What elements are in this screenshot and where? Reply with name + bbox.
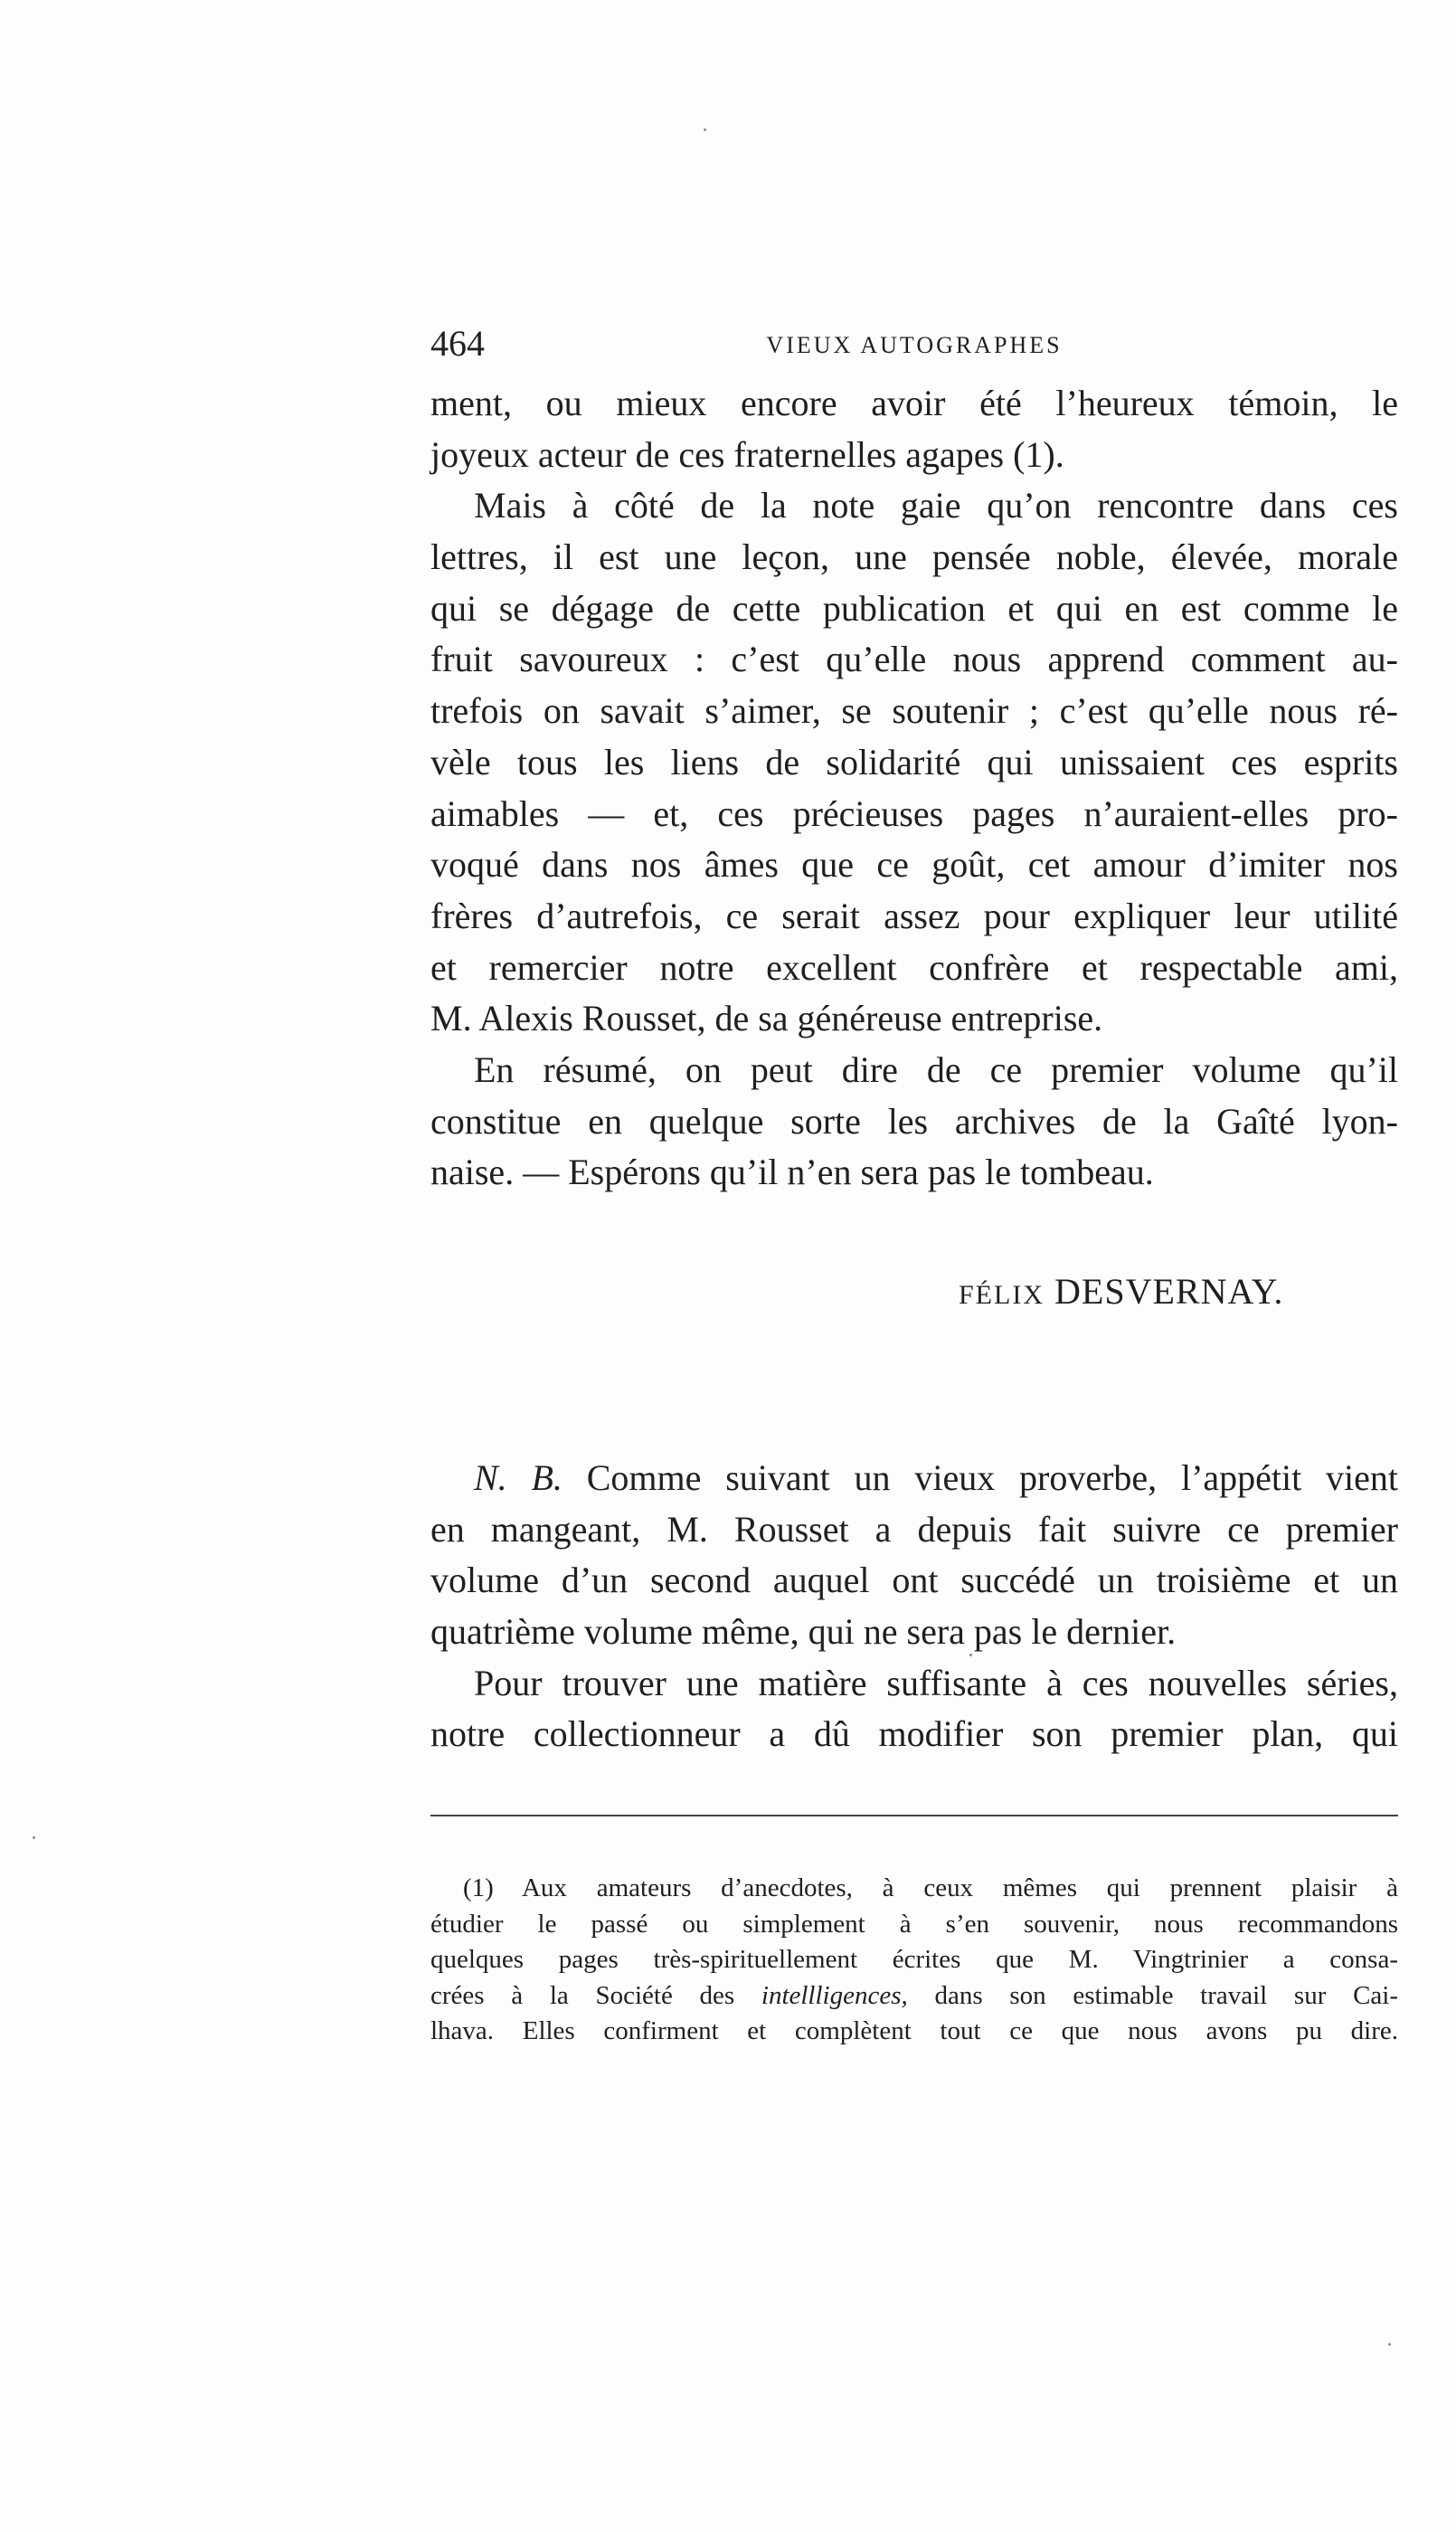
text-line: frères d’autrefois, ce serait assez pour expliquer leur utilité xyxy=(430,895,1398,936)
running-title: VIEUX AUTOGRAPHES xyxy=(766,332,1063,358)
text-line: qui se dégage de cette publication et qui en est comme le xyxy=(430,587,1398,629)
text-line: lettres, il est une leçon, une pensée noble, élevée, morale xyxy=(430,536,1398,578)
footnote-line: quelques pages très-spirituellement écrites que M. Vingtrinier a consa- xyxy=(430,1945,1398,1974)
text-line: quatrième volume même, qui ne sera pas le dernier. xyxy=(430,1611,1177,1653)
text-line: volume d’un second auquel ont succédé un troisième et un xyxy=(430,1560,1398,1601)
footnote-line: lhava. Elles confirment et complètent tout ce que nous avons pu dire. xyxy=(430,2016,1398,2045)
signature xyxy=(959,1266,1283,1321)
text-line: aimables — et, ces précieuses pages n’auraient-elles pro- xyxy=(430,792,1398,834)
paper-speck xyxy=(704,128,706,131)
main-text xyxy=(430,378,1398,1199)
text-line: constitue en quelque sorte les archives de la Gaîté lyon- xyxy=(430,1100,1398,1142)
text-line: et remercier notre excellent confrère et respectable ami, xyxy=(430,946,1398,988)
nb-first-line: Comme suivant un vieux proverbe, l’appétit vient xyxy=(586,1457,1399,1498)
signature-last-name: DESVERNAY. xyxy=(1054,1271,1284,1312)
text-line: notre collectionneur a dû modifier son premier plan, qui xyxy=(430,1713,1398,1755)
text-line: joyeux acteur de ces fraternelles agapes (1). xyxy=(430,433,1064,475)
footnote-divider xyxy=(430,1815,1398,1816)
footnote-italic: intellligences, xyxy=(761,1980,908,2010)
signature-first-name: FÉLIX xyxy=(959,1280,1045,1310)
footnote-line: (1) Aux amateurs d’anecdotes, à ceux mêmes qui prennent plaisir à xyxy=(463,1873,1398,1902)
text-line: En résumé, on peut dire de ce premier volume qu’il xyxy=(474,1048,1398,1090)
text-line: ment, ou mieux encore avoir été l’heureux témoin, le xyxy=(430,383,1398,423)
footnote-text: crées à la Société des xyxy=(430,1980,735,2010)
nota-bene xyxy=(430,1453,1398,1760)
text-line: vèle tous les liens de solidarité qui unissaient ces esprits xyxy=(430,741,1398,782)
paper-speck xyxy=(33,1836,35,1839)
text-line: fruit savoureux : c’est qu’elle nous apprend comment au- xyxy=(430,639,1398,680)
nb-label: N. B. xyxy=(474,1457,563,1498)
footnote-text: dans son estimable travail sur Cai- xyxy=(934,1980,1398,2010)
text-line: voqué dans nos âmes que ce goût, cet amour d’imiter nos xyxy=(430,844,1398,886)
text-line: M. Alexis Rousset, de sa généreuse entreprise. xyxy=(430,998,1103,1039)
footnote-line xyxy=(430,1978,1398,2015)
paper-speck xyxy=(1388,2343,1391,2346)
text-line: trefois on savait s’aimer, se soutenir ; c’est qu’elle nous ré- xyxy=(430,690,1398,732)
text-line: en mangeant, M. Rousset a depuis fait suivre ce premier xyxy=(430,1508,1398,1550)
text-line: Pour trouver une matière suffisante à ces nouvelles séries, xyxy=(474,1662,1398,1703)
text-line: naise. — Espérons qu’il n’en sera pas le tombeau. xyxy=(430,1152,1154,1193)
footnote xyxy=(430,1871,1398,2050)
text-line xyxy=(430,1453,1398,1504)
paper-speck xyxy=(969,1654,972,1656)
footnote-line: étudier le passé ou simplement à s’en souvenir, nous recommandons xyxy=(430,1909,1398,1939)
text-line: Mais à côté de la note gaie qu’on rencontre dans ces xyxy=(474,485,1398,526)
page-number: 464 xyxy=(430,323,485,364)
page-header xyxy=(430,321,1398,366)
